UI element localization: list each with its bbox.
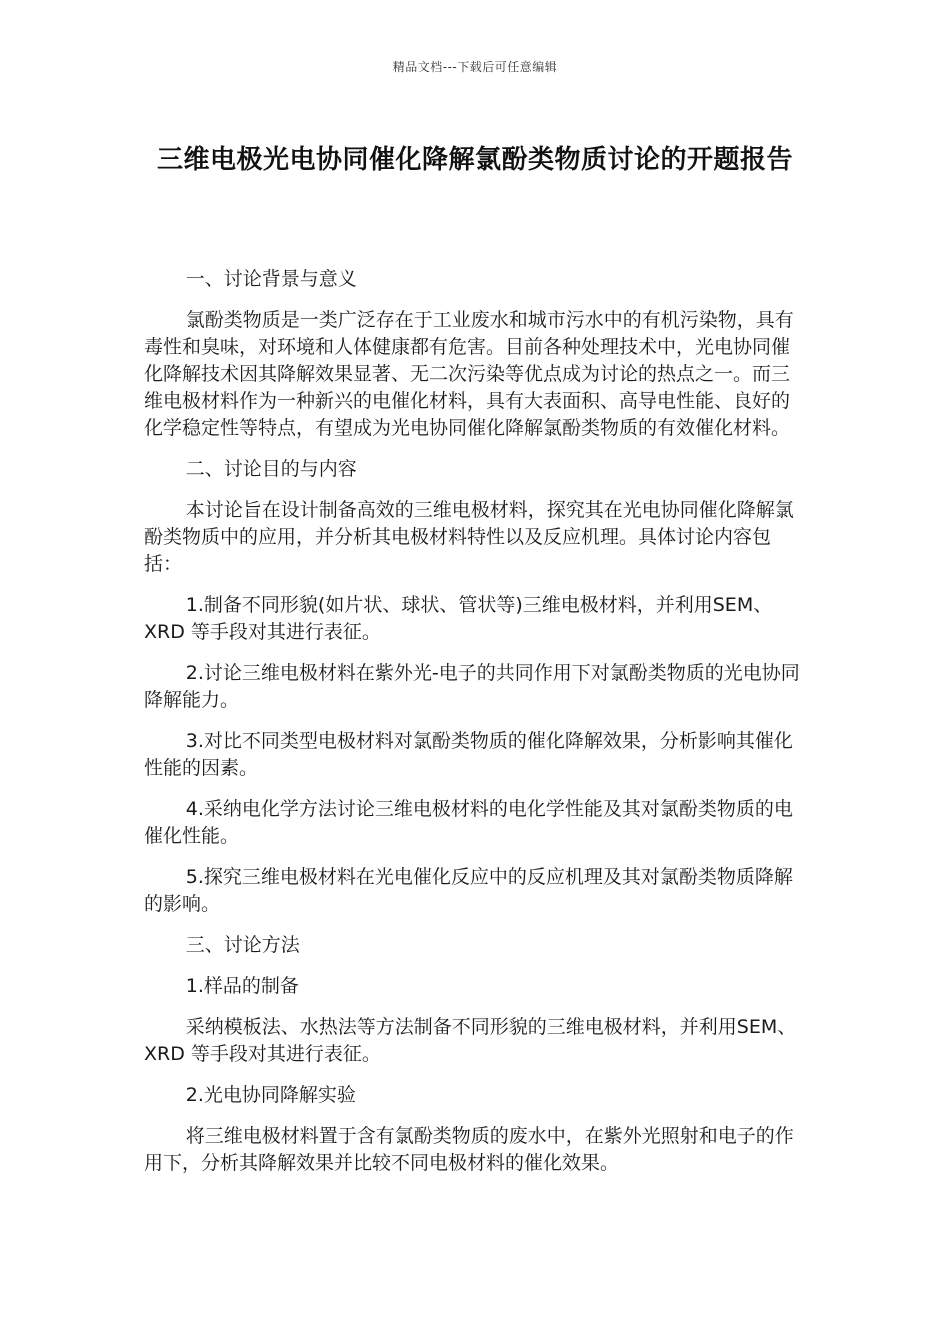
list-item: 5.探究三维电极材料在光电催化反应中的反应机理及其对氯酚类物质降解的影响。: [144, 866, 793, 915]
section-2-heading: 二、讨论目的与内容: [185, 458, 357, 480]
section-1-paragraph: 氯酚类物质是一类广泛存在于工业废水和城市污水中的有机污染物，具有毒性和臭味，对环境和人体健康都有危害。目前各种处理技术中，光电协同催化降解技术因其降解效果显著、无二次污染等优点成为讨论的热点之一。而三维电极材料作为一种新兴的电催化材料，具有大表面积、高导电性能、良好的化学稳定性等特点，有望成为光电协同催化降解氯酚类物质的有效催化材料。: [144, 309, 794, 439]
document-body: [144, 266, 806, 1191]
header-note: 精品文档---下载后可任意编辑: [392, 60, 558, 74]
list-item: 4.采纳电化学方法讨论三维电极材料的电化学性能及其对氯酚类物质的电催化性能。: [144, 798, 793, 847]
section-3-heading: 三、讨论方法: [185, 934, 300, 956]
list-item: 2.讨论三维电极材料在紫外光-电子的共同作用下对氯酚类物质的光电协同降解能力。: [144, 662, 800, 711]
list-item: 1.制备不同形貌(如片状、球状、管状等)三维电极材料，并利用SEM、XRD 等手段对其进行表征。: [144, 594, 773, 643]
subsection-heading: 2.光电协同降解实验: [185, 1084, 356, 1106]
list-item: 3.对比不同类型电极材料对氯酚类物质的催化降解效果，分析影响其催化性能的因素。: [144, 730, 793, 779]
subsection-heading: 1.样品的制备: [185, 975, 299, 997]
section-1-heading: 一、讨论背景与意义: [185, 268, 357, 290]
section-2-paragraph: 本讨论旨在设计制备高效的三维电极材料，探究其在光电协同催化降解氯酚类物质中的应用，并分析其电极材料特性以及反应机理。具体讨论内容包括：: [144, 499, 794, 575]
subsection-paragraph: 采纳模板法、水热法等方法制备不同形貌的三维电极材料，并利用SEM、XRD 等手段对其进行表征。: [144, 1016, 797, 1065]
document-title: 三维电极光电协同催化降解氯酚类物质讨论的开题报告: [156, 145, 793, 175]
subsection-paragraph: 将三维电极材料置于含有氯酚类物质的废水中，在紫外光照射和电子的作用下，分析其降解效果并比较不同电极材料的催化效果。: [144, 1125, 794, 1174]
